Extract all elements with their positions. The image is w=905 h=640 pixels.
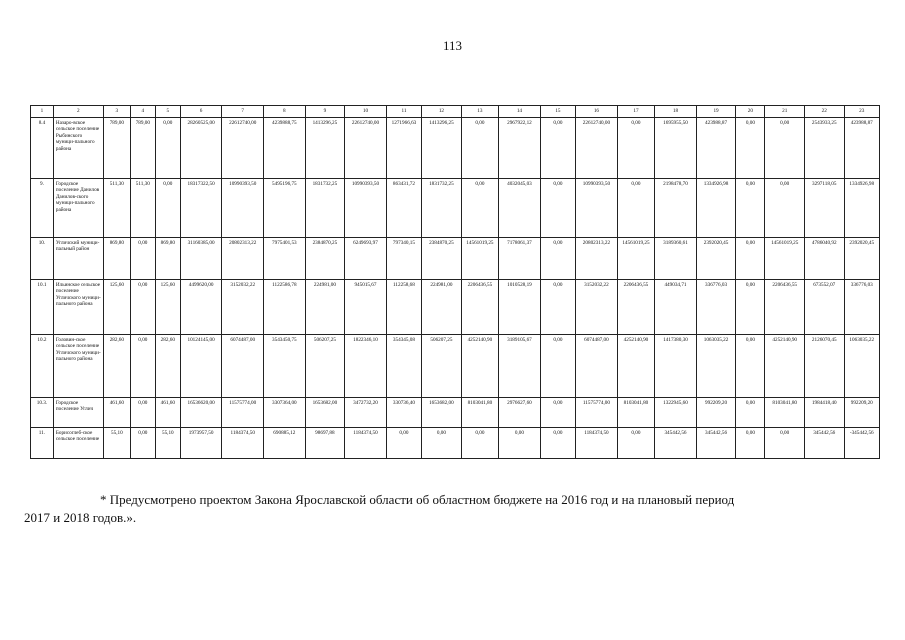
table-row xyxy=(31,179,880,238)
table-cell: 11575774,00 xyxy=(576,398,618,428)
table-cell: 0,00 xyxy=(386,428,421,459)
table-cell: 345442,56 xyxy=(696,428,736,459)
table-cell: 2198478,70 xyxy=(655,179,697,238)
header-cell: 3 xyxy=(103,106,130,118)
table-cell: 4032045,03 xyxy=(499,179,541,238)
table-cell: 0,00 xyxy=(422,428,462,459)
header-cell: 18 xyxy=(655,106,697,118)
table-row xyxy=(31,398,880,428)
table-cell: 1063035,22 xyxy=(696,335,736,398)
table-cell: 1822346,10 xyxy=(345,335,387,398)
table-cell: 10. xyxy=(31,238,54,280)
table-cell: 0,00 xyxy=(540,179,575,238)
table-cell: 6249693,97 xyxy=(345,238,387,280)
table-cell: 0,00 xyxy=(130,238,155,280)
table-cell: 224981,00 xyxy=(422,280,462,335)
name-cell: Угличский муници-пальный район xyxy=(53,238,103,280)
table-cell: 11. xyxy=(31,428,54,459)
table-cell: 2392020,45 xyxy=(844,238,880,280)
table-row xyxy=(31,335,880,398)
header-cell: 4 xyxy=(130,106,155,118)
table-cell: 0,00 xyxy=(540,428,575,459)
table-cell: -345442,56 xyxy=(844,428,880,459)
table-cell: 511,30 xyxy=(103,179,130,238)
table-cell: 0,00 xyxy=(736,280,765,335)
table-cell: 0,00 xyxy=(130,335,155,398)
table-cell: 789,00 xyxy=(130,118,155,179)
table-cell: 0,00 xyxy=(736,118,765,179)
header-cell: 23 xyxy=(844,106,880,118)
table-cell: 0,00 xyxy=(736,179,765,238)
table-cell: 8103041,80 xyxy=(461,398,498,428)
table-cell: 0,00 xyxy=(765,118,805,179)
table-cell: 423988,87 xyxy=(696,118,736,179)
table-cell: 8103041,80 xyxy=(765,398,805,428)
table-cell: 22612740,00 xyxy=(222,118,264,179)
table-cell: 345442,56 xyxy=(804,428,844,459)
table-cell: 1271966,63 xyxy=(386,118,421,179)
table-cell: 869,80 xyxy=(103,238,130,280)
name-cell: Головин-ское сельское поселение Угличского муници-пального района xyxy=(53,335,103,398)
table-cell: 9. xyxy=(31,179,54,238)
table-cell: 0,00 xyxy=(617,179,654,238)
table-cell: 4252140,90 xyxy=(765,335,805,398)
table-cell: 0,00 xyxy=(130,428,155,459)
table-cell: 1831732,25 xyxy=(305,179,345,238)
table-cell: 8.4 xyxy=(31,118,54,179)
table-cell: 1413296,25 xyxy=(305,118,345,179)
header-cell: 7 xyxy=(222,106,264,118)
table-cell: 2967922,12 xyxy=(499,118,541,179)
table-cell: 2392020,45 xyxy=(696,238,736,280)
table-cell: 1831732,25 xyxy=(422,179,462,238)
footnote xyxy=(24,491,882,527)
name-cell: Городское поселение Углич xyxy=(53,398,103,428)
table-row xyxy=(31,238,880,280)
table-cell: 0,00 xyxy=(461,118,498,179)
table-cell: 10.1 xyxy=(31,280,54,335)
table-cell: 282,60 xyxy=(103,335,130,398)
table-cell: 511,30 xyxy=(130,179,155,238)
table-cell: 1184374,50 xyxy=(222,428,264,459)
table-cell: 0,00 xyxy=(736,335,765,398)
table-cell: 0,00 xyxy=(540,238,575,280)
header-cell: 5 xyxy=(155,106,180,118)
table-cell: 10990393,50 xyxy=(345,179,387,238)
table-cell: 4239888,75 xyxy=(264,118,306,179)
table-cell: 992209,20 xyxy=(844,398,880,428)
footnote-line-1: * Предусмотрено проектом Закона Ярославской области об областном бюджете на 2016 год и на плановый период xyxy=(100,492,735,507)
table-cell: 945015,67 xyxy=(345,280,387,335)
header-cell: 10 xyxy=(345,106,387,118)
table-cell: 797340,15 xyxy=(386,238,421,280)
table-cell: 10.2 xyxy=(31,335,54,398)
table-cell: 0,00 xyxy=(736,238,765,280)
table-cell: 345442,56 xyxy=(655,428,697,459)
table-cell: 1973957,50 xyxy=(180,428,222,459)
header-cell: 11 xyxy=(386,106,421,118)
table-cell: 6074487,00 xyxy=(222,335,264,398)
table-cell: 2126070,45 xyxy=(804,335,844,398)
table-cell: 506207,25 xyxy=(305,335,345,398)
header-cell: 2 xyxy=(53,106,103,118)
footnote-line-2: 2017 и 2018 годов.». xyxy=(24,510,137,525)
table-cell: 1063035,22 xyxy=(844,335,880,398)
table-cell: 1184374,50 xyxy=(345,428,387,459)
table-cell: 690885,12 xyxy=(264,428,306,459)
header-cell: 17 xyxy=(617,106,654,118)
header-cell: 14 xyxy=(499,106,541,118)
table-cell: 354345,08 xyxy=(386,335,421,398)
table-cell: 1653682,00 xyxy=(305,398,345,428)
table-cell: 0,00 xyxy=(130,280,155,335)
table-cell: 0,00 xyxy=(736,428,765,459)
table-cell: 673552,07 xyxy=(804,280,844,335)
table-cell: 506207,25 xyxy=(422,335,462,398)
table-cell: 0,00 xyxy=(765,428,805,459)
table-cell: 0,00 xyxy=(130,398,155,428)
table-cell: 20802313,22 xyxy=(576,238,618,280)
table-cell: 3152032,22 xyxy=(222,280,264,335)
header-cell: 8 xyxy=(264,106,306,118)
table-cell: 55,10 xyxy=(155,428,180,459)
table-cell: 423988,87 xyxy=(844,118,880,179)
table-cell: 11575774,00 xyxy=(222,398,264,428)
table-cell: 1413296,25 xyxy=(422,118,462,179)
table-cell: 3543450,75 xyxy=(264,335,306,398)
page-number: 113 xyxy=(442,38,463,53)
table-cell: 18317322,50 xyxy=(180,179,222,238)
table-cell: 1695955,50 xyxy=(655,118,697,179)
table-cell: 461,60 xyxy=(155,398,180,428)
table-cell: 0,00 xyxy=(540,398,575,428)
table-cell: 2206436,55 xyxy=(617,280,654,335)
header-cell: 1 xyxy=(31,106,54,118)
header-cell: 22 xyxy=(804,106,844,118)
table-cell: 336776,03 xyxy=(844,280,880,335)
name-cell: Назаро-вское сельское поселение Рыбинского муници-пального района xyxy=(53,118,103,179)
name-cell: Городское поселение Данилов Данилов-ского муници-пального района xyxy=(53,179,103,238)
table-cell: 0,00 xyxy=(736,398,765,428)
table-cell: 0,00 xyxy=(540,118,575,179)
table-cell: 16536620,00 xyxy=(180,398,222,428)
table-cell: 98697,88 xyxy=(305,428,345,459)
table-cell: 1334926,98 xyxy=(696,179,736,238)
table-cell: 10.3. xyxy=(31,398,54,428)
table-cell: 0,00 xyxy=(155,179,180,238)
table-cell: 14561019,25 xyxy=(765,238,805,280)
table-cell: 3307364,00 xyxy=(264,398,306,428)
table-cell: 3189360,61 xyxy=(655,238,697,280)
header-cell: 6 xyxy=(180,106,222,118)
table-cell: 1653682,00 xyxy=(422,398,462,428)
table-cell: 4786040,92 xyxy=(804,238,844,280)
table-cell: 863431,72 xyxy=(386,179,421,238)
table-cell: 2384870,25 xyxy=(305,238,345,280)
table-cell: 1010528,19 xyxy=(499,280,541,335)
table-cell: 1334926,98 xyxy=(844,179,880,238)
table-cell: 1122586,78 xyxy=(264,280,306,335)
table-cell: 2206436,55 xyxy=(765,280,805,335)
header-cell: 19 xyxy=(696,106,736,118)
table-cell: 461,60 xyxy=(103,398,130,428)
header-cell: 12 xyxy=(422,106,462,118)
table-cell: 10124145,00 xyxy=(180,335,222,398)
name-cell: Борисоглеб-ское сельское поселение xyxy=(53,428,103,459)
name-cell: Ильинское сельское поселение Угличского муници-пального района xyxy=(53,280,103,335)
table-cell: 22612740,00 xyxy=(345,118,387,179)
table-cell: 4252140,90 xyxy=(461,335,498,398)
table-cell: 992209,20 xyxy=(696,398,736,428)
table-cell: 3152032,22 xyxy=(576,280,618,335)
table-cell: 55,10 xyxy=(103,428,130,459)
header-cell: 20 xyxy=(736,106,765,118)
table-row xyxy=(31,280,880,335)
header-cell: 13 xyxy=(461,106,498,118)
table-cell: 4252140,90 xyxy=(617,335,654,398)
table-cell: 330736,40 xyxy=(386,398,421,428)
table-cell: 0,00 xyxy=(461,428,498,459)
table-cell: 14561019,25 xyxy=(617,238,654,280)
table-cell: 3472732,20 xyxy=(345,398,387,428)
table-cell: 20802313,22 xyxy=(222,238,264,280)
table-cell: 0,00 xyxy=(499,428,541,459)
table-cell: 7975401,53 xyxy=(264,238,306,280)
table-cell: 869,80 xyxy=(155,238,180,280)
table-cell: 0,00 xyxy=(617,428,654,459)
table-cell: 282,60 xyxy=(155,335,180,398)
table-cell: 449034,71 xyxy=(655,280,697,335)
table-cell: 0,00 xyxy=(617,118,654,179)
table-cell: 5495196,75 xyxy=(264,179,306,238)
table-cell: 0,00 xyxy=(155,118,180,179)
table-cell: 7178061,37 xyxy=(499,238,541,280)
table-cell: 0,00 xyxy=(461,179,498,238)
table-cell: 0,00 xyxy=(540,280,575,335)
table-cell: 789,00 xyxy=(103,118,130,179)
table-cell: 10990393,50 xyxy=(222,179,264,238)
table-cell: 1322945,60 xyxy=(655,398,697,428)
table-cell: 14561019,25 xyxy=(461,238,498,280)
budget-table xyxy=(30,105,880,459)
table-cell: 112258,68 xyxy=(386,280,421,335)
table-cell: 224981,00 xyxy=(305,280,345,335)
table-cell: 0,00 xyxy=(765,179,805,238)
header-cell: 21 xyxy=(765,106,805,118)
table-cell: 125,60 xyxy=(155,280,180,335)
table-cell: 1184374,50 xyxy=(576,428,618,459)
table-cell: 2976627,60 xyxy=(499,398,541,428)
table-header-row xyxy=(31,106,880,118)
table-cell: 10990393,50 xyxy=(576,179,618,238)
header-cell: 16 xyxy=(576,106,618,118)
table-cell: 22612740,00 xyxy=(576,118,618,179)
table-cell: 6074487,00 xyxy=(576,335,618,398)
table-cell: 2384870,25 xyxy=(422,238,462,280)
table-cell: 1984418,40 xyxy=(804,398,844,428)
table-cell: 0,00 xyxy=(540,335,575,398)
table-cell: 3297118,05 xyxy=(804,179,844,238)
header-cell: 15 xyxy=(540,106,575,118)
table-cell: 2206436,55 xyxy=(461,280,498,335)
table-cell: 336776,03 xyxy=(696,280,736,335)
table-cell: 3189105,67 xyxy=(499,335,541,398)
table-cell: 125,60 xyxy=(103,280,130,335)
table-cell: 1417380,30 xyxy=(655,335,697,398)
table-cell: 2543933,25 xyxy=(804,118,844,179)
table-cell: 4499620,00 xyxy=(180,280,222,335)
table-cell: 28260525,00 xyxy=(180,118,222,179)
table-row xyxy=(31,428,880,459)
table-row xyxy=(31,118,880,179)
table-cell: 31160385,00 xyxy=(180,238,222,280)
header-cell: 9 xyxy=(305,106,345,118)
table-cell: 8103041,80 xyxy=(617,398,654,428)
